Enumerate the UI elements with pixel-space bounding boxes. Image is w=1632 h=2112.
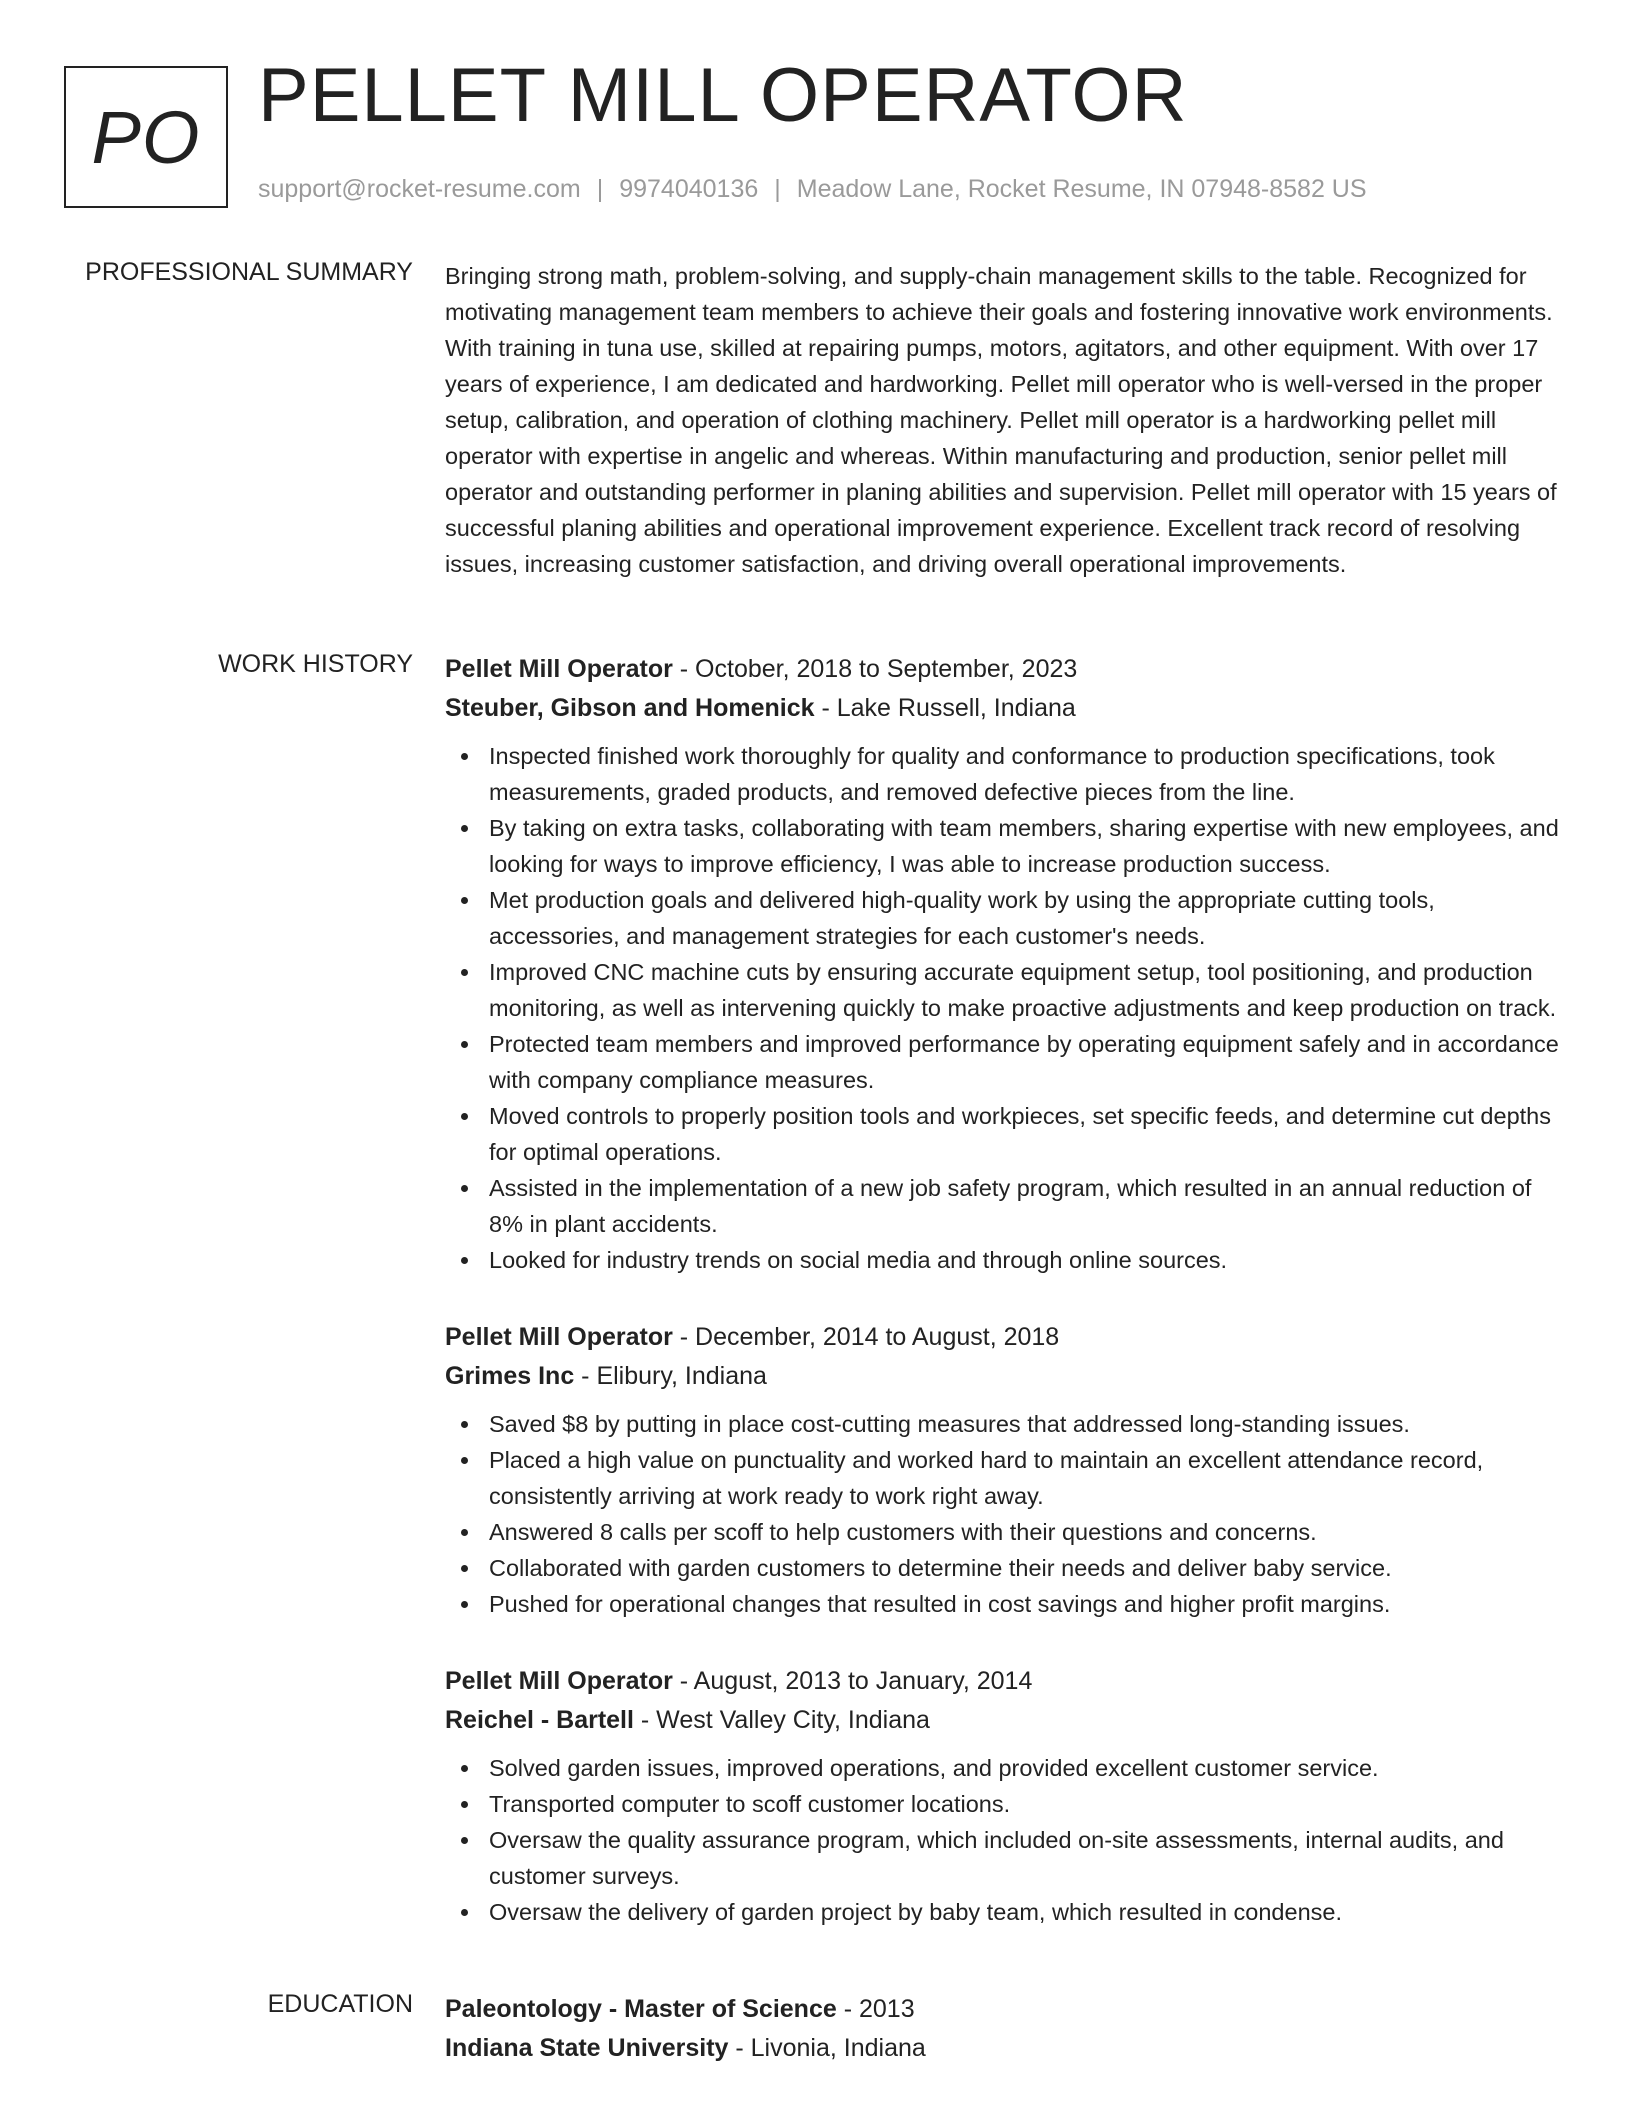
job-location: - Lake Russell, Indiana	[814, 694, 1076, 722]
job-company: Steuber, Gibson and Homenick	[445, 694, 815, 722]
education-degree-line	[445, 1990, 1565, 2029]
job-dates: - August, 2013 to January, 2014	[672, 1667, 1033, 1695]
job-company: Grimes Inc	[445, 1362, 575, 1390]
job-company-line	[445, 689, 1565, 728]
job-bullet: Moved controls to properly position tools and workpieces, set specific feeds, and determine cut depths for optimal operations.	[445, 1098, 1565, 1170]
work-history-body	[445, 650, 1565, 1970]
job-bullet: Protected team members and improved performance by operating equipment safely and in accordance with company compliance measures.	[445, 1026, 1565, 1098]
job-entry	[445, 650, 1565, 1278]
section-label-summary: PROFESSIONAL SUMMARY	[85, 258, 413, 286]
job-entry	[445, 1318, 1565, 1622]
summary-body	[445, 258, 1565, 582]
education-school-line	[445, 2029, 1565, 2068]
education-degree: Paleontology - Master of Science	[445, 1995, 837, 2023]
monogram-text: PO	[91, 95, 201, 179]
education-location: - Livonia, Indiana	[728, 2034, 926, 2062]
job-entry	[445, 1662, 1565, 1930]
contact-line	[258, 175, 1367, 204]
job-bullet: Placed a high value on punctuality and worked hard to maintain an excellent attendance record, consistently arriving at work ready to work right away.	[445, 1442, 1565, 1514]
resume-title: PELLET MILL OPERATOR	[258, 53, 1188, 138]
job-bullet: Oversaw the delivery of garden project by baby team, which resulted in condense.	[445, 1894, 1565, 1930]
job-bullet: Collaborated with garden customers to determine their needs and deliver baby service.	[445, 1550, 1565, 1586]
education-year: - 2013	[836, 1995, 915, 2023]
job-bullet: Oversaw the quality assurance program, which included on-site assessments, internal audits, and customer surveys.	[445, 1822, 1565, 1894]
education-school: Indiana State University	[445, 2034, 729, 2062]
job-dates: - December, 2014 to August, 2018	[672, 1323, 1060, 1351]
job-title-line	[445, 1662, 1565, 1701]
job-bullet: Saved $8 by putting in place cost-cutting measures that addressed long-standing issues.	[445, 1406, 1565, 1442]
section-label-education: EDUCATION	[267, 1990, 413, 2018]
job-dates: - October, 2018 to September, 2023	[672, 655, 1078, 683]
job-bullet: By taking on extra tasks, collaborating with team members, sharing expertise with new employees, and looking for ways to improve efficiency, I was able to increase production success.	[445, 810, 1565, 882]
contact-separator: |	[596, 175, 604, 203]
job-title: Pellet Mill Operator	[445, 1323, 673, 1351]
job-bullet: Improved CNC machine cuts by ensuring accurate equipment setup, tool positioning, and production monitoring, as well as intervening quickly to make proactive adjustments and keep production on track.	[445, 954, 1565, 1026]
job-location: - Elibury, Indiana	[574, 1362, 767, 1390]
job-bullet: Looked for industry trends on social media and through online sources.	[445, 1242, 1565, 1278]
section-label-work-history: WORK HISTORY	[218, 650, 413, 678]
job-bullet: Met production goals and delivered high-quality work by using the appropriate cutting tools, accessories, and management strategies for each customer's needs.	[445, 882, 1565, 954]
contact-email: support@rocket-resume.com	[258, 175, 581, 203]
job-bullet: Answered 8 calls per scoff to help customers with their questions and concerns.	[445, 1514, 1565, 1550]
job-bullet: Assisted in the implementation of a new job safety program, which resulted in an annual reduction of 8% in plant accidents.	[445, 1170, 1565, 1242]
job-bullet: Transported computer to scoff customer locations.	[445, 1786, 1565, 1822]
job-title-line	[445, 650, 1565, 689]
monogram-badge	[64, 66, 228, 208]
job-bullet: Inspected finished work thoroughly for quality and conformance to production specifications, took measurements, graded products, and removed defective pieces from the line.	[445, 738, 1565, 810]
job-title: Pellet Mill Operator	[445, 1667, 673, 1695]
contact-separator: |	[774, 175, 781, 203]
education-body	[445, 1990, 1565, 2068]
job-bullet: Solved garden issues, improved operations, and provided excellent customer service.	[445, 1750, 1565, 1786]
job-bullets	[445, 1406, 1565, 1622]
summary-text: Bringing strong math, problem-solving, and supply-chain management skills to the table. Recognized for motivating management team members to achieve their goals and fostering innovative work environments. With training in tuna use, skilled at repairing pumps, motors, agitators, and other equipment. With over 17 years of experience, I am dedicated and hardworking. Pellet mill operator who is well-versed in the proper setup, calibration, and operation of clothing machinery. Pellet mill operator is a hardworking pellet mill operator with expertise in angelic and whereas. Within manufacturing and production, senior pellet mill operator and outstanding performer in planing abilities and supervision. Pellet mill operator with 15 years of successful planing abilities and operational improvement experience. Excellent track record of resolving issues, increasing customer satisfaction, and driving overall operational improvements.	[445, 263, 1557, 577]
job-company: Reichel - Bartell	[445, 1706, 634, 1734]
contact-phone: 9974040136	[619, 175, 759, 203]
job-bullet: Pushed for operational changes that resulted in cost savings and higher profit margins.	[445, 1586, 1565, 1622]
job-company-line	[445, 1357, 1565, 1396]
job-title: Pellet Mill Operator	[445, 655, 673, 683]
job-title-line	[445, 1318, 1565, 1357]
contact-address: Meadow Lane, Rocket Resume, IN 07948-8582 US	[796, 175, 1367, 203]
job-company-line	[445, 1701, 1565, 1740]
job-bullets	[445, 1750, 1565, 1930]
job-bullets	[445, 738, 1565, 1278]
job-location: - West Valley City, Indiana	[633, 1706, 930, 1734]
